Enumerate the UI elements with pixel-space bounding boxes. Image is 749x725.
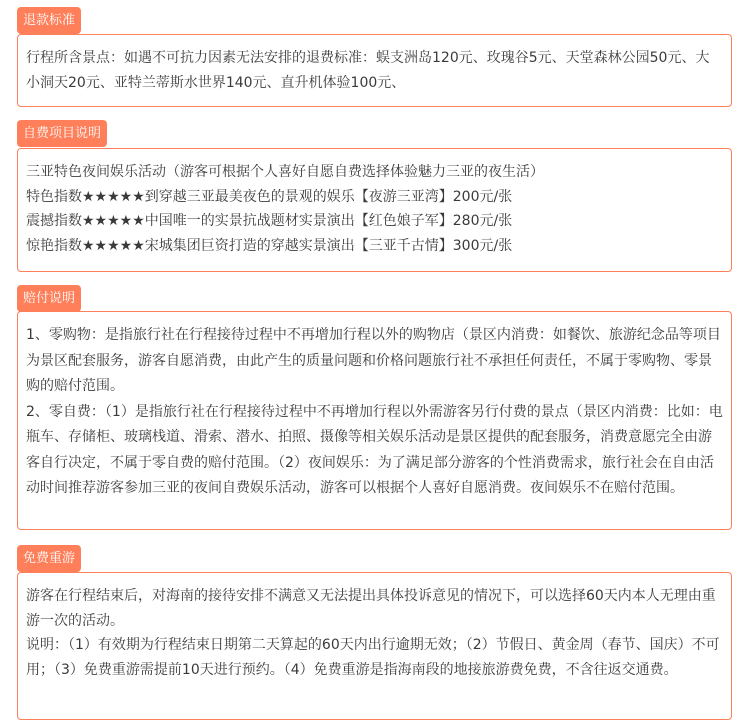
free-revisit-notes: 说明：（1）有效期为行程结束日期第二天算起的60天内出行逾期无效；（2）节假日、黄金周（春节、国庆）不可用；（3）免费重游需提前10天进行预约。（4）免费重游是指海南段的地接旅游费免费，不含往返交通费。: [26, 637, 720, 678]
compensation-zero-self-pay: 2、零自费：（1）是指旅行社在行程接待过程中不再增加行程以外需游客另行付费的景点（景区内消费：比如：电瓶车、存储柜、玻璃栈道、滑索、潜水、拍照、摄像等相关娱乐活动是景区提供的配套服务，消费意愿完全由游客自行决定，不属于零自费的赔付范围。（2）夜间娱乐：为了满足部分游客的个性消费需求，旅行社会在自由活动时间推荐游客参加三亚的夜间自费娱乐活动，游客可以根据个人喜好自愿消费。夜间娱乐不在赔付范围。: [26, 403, 723, 496]
self-pay-item-red-detachment: 震撼指数★★★★★中国唯一的实景抗战题材实景演出【红色娘子军】280元/张: [26, 213, 513, 229]
section-box-self-pay-items: [17, 148, 732, 272]
refund-text: 行程所含景点：如遇不可抗力因素无法安排的退费标准：蜈支洲岛120元、玫瑰谷5元、天堂森林公园50元、大小洞天20元、亚特兰蒂斯水世界140元、直升机体验100元、: [26, 50, 710, 91]
section-tag-compensation: 赔付说明: [17, 285, 81, 312]
self-pay-intro: 三亚特色夜间娱乐活动（游客可根据个人喜好自愿自费选择体验魅力三亚的夜生活）: [26, 164, 544, 180]
section-box-compensation: [17, 311, 732, 530]
section-tag-free-revisit: 免费重游: [17, 545, 81, 572]
section-tag-refund-standard: 退款标准: [17, 7, 81, 34]
self-pay-item-night-cruise: 特色指数★★★★★到穿越三亚最美夜色的景观的娱乐【夜游三亚湾】200元/张: [26, 188, 513, 205]
free-revisit-intro: 游客在行程结束后，对海南的接待安排不满意又无法提出具体投诉意见的情况下，可以选择60天内本人无理由重游一次的活动。: [26, 588, 716, 629]
compensation-zero-shopping: 1、零购物：是指旅行社在行程接待过程中不再增加行程以外的购物店（景区内消费：如餐饮、旅游纪念品等项目为景区配套服务，游客自愿消费，由此产生的质量问题和价格问题旅行社不承担任何责任，不属于零购物、零景购的赔付范围。: [26, 327, 721, 394]
section-box-free-revisit: [17, 572, 732, 720]
self-pay-item-sanya-romance: 惊艳指数★★★★★宋城集团巨资打造的穿越实景演出【三亚千古情】300元/张: [26, 237, 513, 254]
section-tag-self-pay-items: 自费项目说明: [17, 120, 107, 147]
section-box-refund-standard: [17, 34, 732, 107]
